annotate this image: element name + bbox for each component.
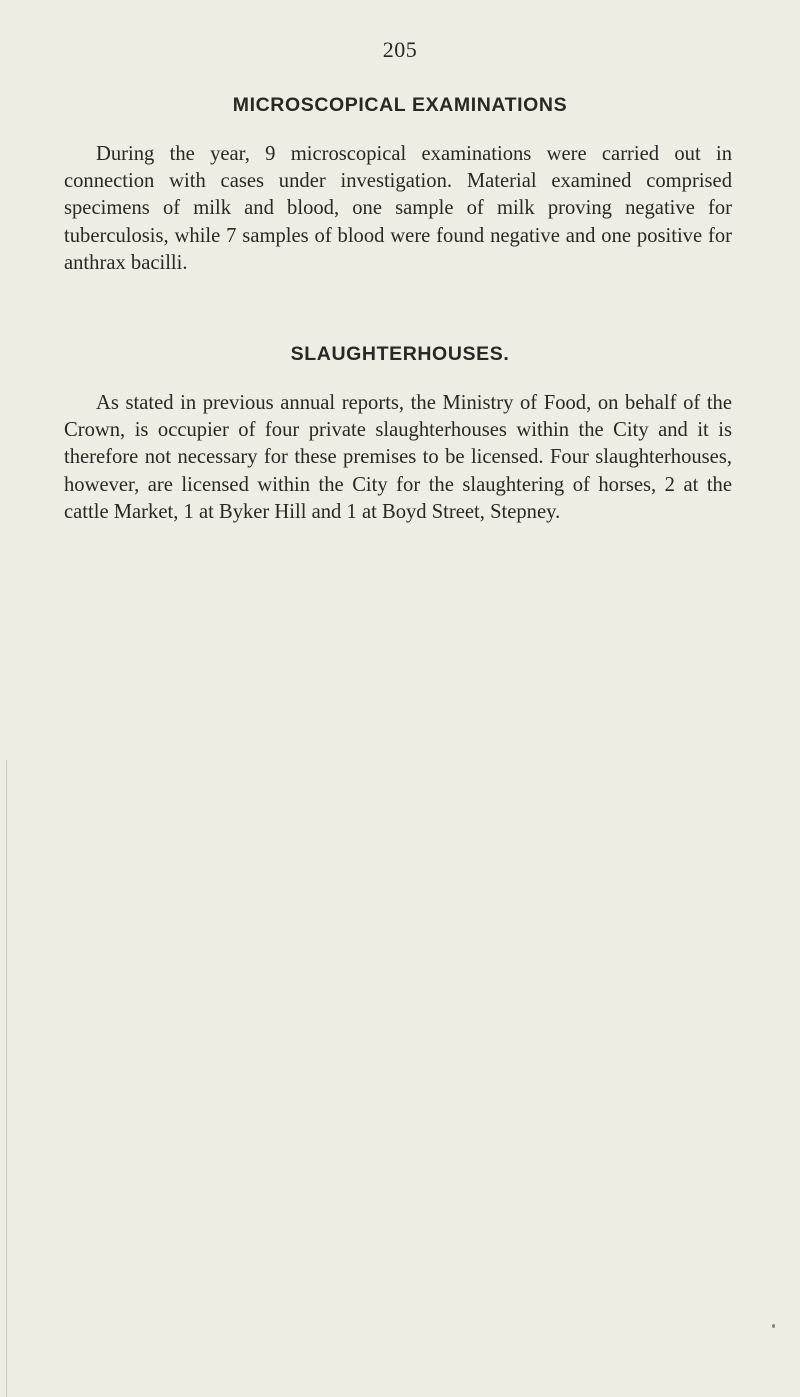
section-paragraph-slaughterhouses bbox=[64, 390, 732, 526]
paragraph-text: During the year, 9 microscopical examinations were carried out in connection with cases under investigation. Material examined comprised specimens of milk and blood, one sample of milk proving negative for tuberculosis, while 7 samples of blood were found negative and one positive for anthrax bacilli. bbox=[64, 143, 732, 274]
section-heading-microscopical-examinations: MICROSCOPICAL EXAMINATIONS bbox=[232, 94, 568, 116]
section-heading-slaughterhouses: SLAUGHTERHOUSES. bbox=[290, 343, 510, 365]
paper-speck bbox=[772, 1324, 775, 1328]
paragraph-text: As stated in previous annual reports, the Ministry of Food, on behalf of the Crown, is occupier of four private slaughterhouses within the City and it is therefore not necessary for these premises to be licensed. Four slaughterhouses, however, are licensed within the City for the slaughtering of horses, 2 at the cattle Market, 1 at Byker Hill and 1 at Boyd Street, Stepney. bbox=[64, 392, 732, 523]
page-number: 205 bbox=[382, 37, 418, 62]
page-edge-shadow bbox=[6, 760, 7, 1397]
section-paragraph-microscopical-examinations bbox=[64, 141, 732, 277]
